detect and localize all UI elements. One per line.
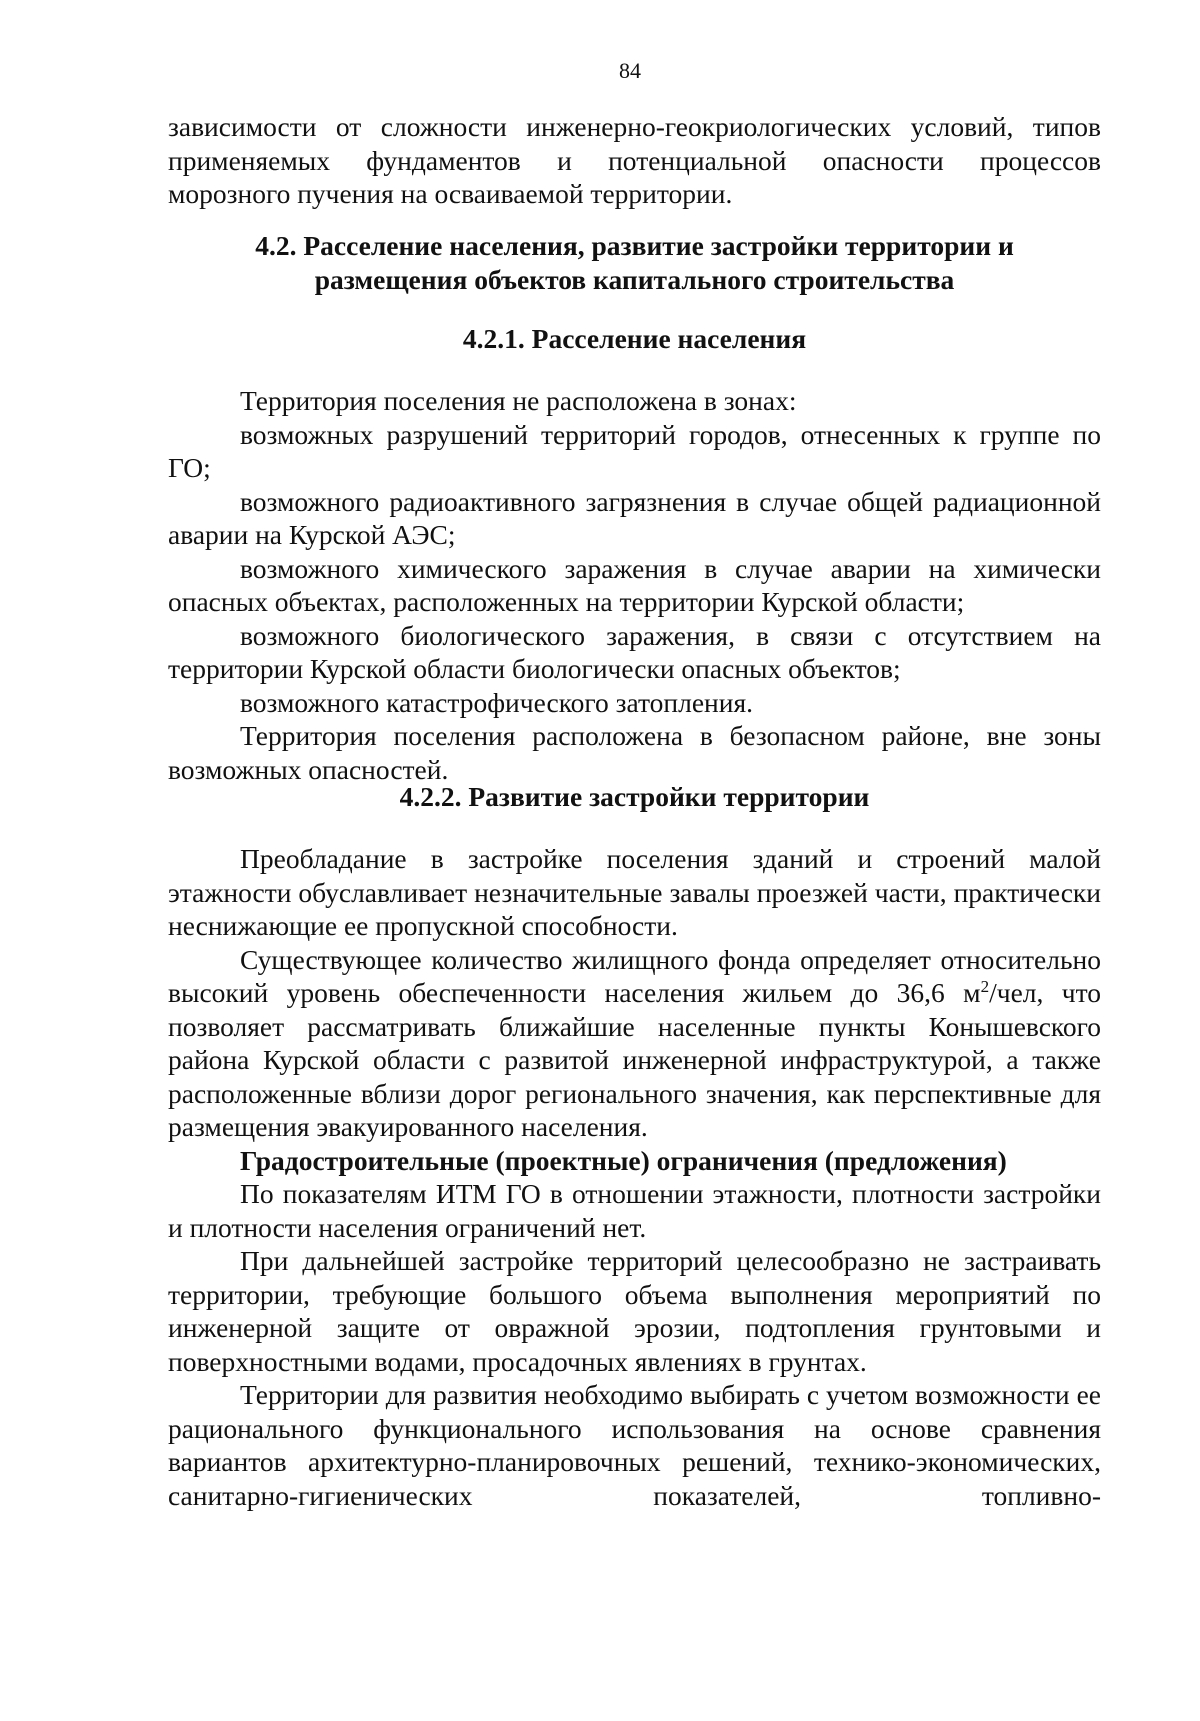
square-superscript: 2 (980, 976, 990, 996)
development-paragraph-4: При дальнейшей застройке территорий целесообразно не застраивать территории, требующие большого объема выполнения мероприятий по инженерной защите от овражной эрозии, подтопления грунтовыми и поверхностными водами, просадочных явлениях в грунтах. (168, 1245, 1101, 1377)
zone-item: возможного катастрофического затопления. (240, 686, 753, 718)
development-paragraph-3: По показателям ИТМ ГО в отношении этажности, плотности застройки и плотности населения ограничений нет. (168, 1178, 1101, 1243)
restrictions-subheading: Градостроительные (проектные) ограничения (предложения) (240, 1144, 1007, 1176)
section-4-2-1-title: 4.2.1. Расселение населения (462, 323, 807, 354)
zone-item: возможного химического заражения в случае аварии на химически опасных объектах, расположенных на территории Курской области; (168, 552, 1101, 617)
housing-text-start: Существующее количество жилищного фонда определяет относительно высокий уровень обеспеченности населения жильем до 36,6 м (168, 943, 1101, 1008)
section-4-2-2-body (168, 842, 1101, 1512)
zones-lead: Территория поселения не расположена в зонах: (240, 385, 797, 416)
section-4-2-heading (168, 229, 1101, 297)
development-paragraph-2 (168, 943, 1101, 1144)
development-paragraph-5: Территории для развития необходимо выбирать с учетом возможности ее рационального функционального использования на основе сравнения вариантов архитектурно-планировочных решений, технико-экономических, санитарно-гигиенических показателей, топливно- (168, 1379, 1101, 1511)
safety-conclusion: Территория поселения расположена в безопасном районе, вне зоны возможных опасностей. (168, 720, 1101, 785)
section-4-2-2-heading (168, 780, 1101, 814)
zone-item: возможных разрушений территорий городов, отнесенных к группе по ГО; (168, 418, 1101, 483)
intro-line-2: применяемых фундаментов и потенциальной опасности процессов (168, 144, 1101, 176)
section-4-2-2-title: 4.2.2. Развитие застройки территории (399, 781, 870, 812)
development-paragraph-1: Преобладание в застройке поселения зданий и строений малой этажности обуславливает незначительные завалы проезжей части, практически неснижающие ее пропускной способности. (168, 843, 1101, 941)
intro-line-3: морозного пучения на осваиваемой территории. (168, 178, 733, 209)
intro-paragraph (168, 110, 1101, 211)
section-4-2-title-line-1: 4.2. Расселение населения, развитие застройки территории и (255, 230, 1014, 261)
zone-item: возможного радиоактивного загрязнения в случае общей радиационной аварии на Курской АЭС; (168, 485, 1101, 550)
section-4-2-title-line-2: размещения объектов капитального строительства (314, 264, 955, 295)
page-number: 84 (619, 58, 641, 83)
section-4-2-1-body (168, 384, 1101, 786)
zone-item: возможного биологического заражения, в связи с отсутствием на территории Курской области биологически опасных объектов; (168, 619, 1101, 684)
section-4-2-1-heading (168, 322, 1101, 356)
housing-text-end: /чел, что позволяет рассматривать ближайшие населенные пункты Конышевского района Курской области с развитой инженерной инфраструктурой, а также расположенные вблизи дорог регионального значения, как перспективные для размещения эвакуированного населения. (168, 977, 1101, 1142)
intro-line-1: зависимости от сложности инженерно-геокриологических условий, типов (168, 111, 1101, 142)
